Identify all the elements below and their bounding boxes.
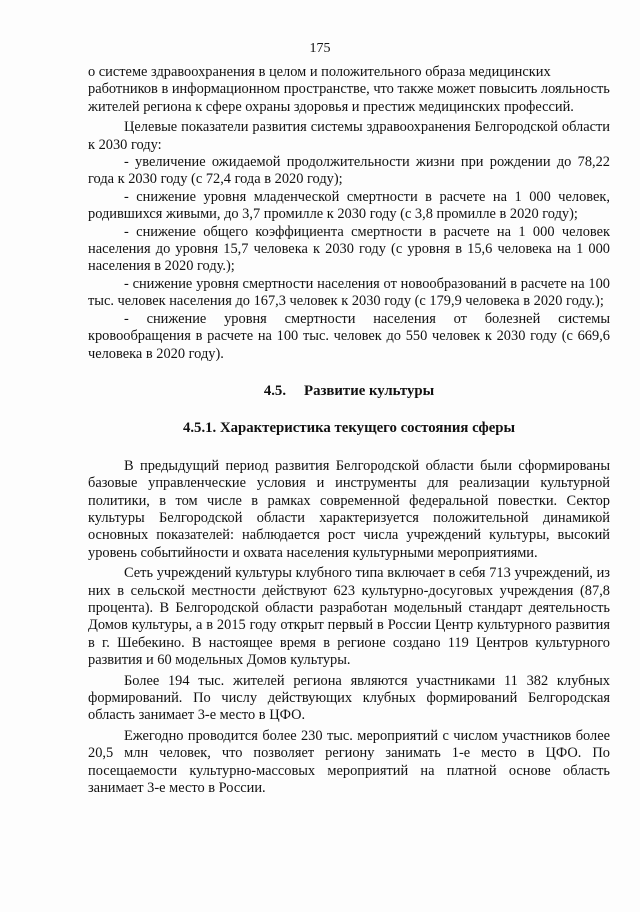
list-item-cancer-mortality: - снижение уровня смертности населения от новообразований в расчете на 100 тыс. человек населения до 167,3 человек к 2030 году (с 179,9 человека в 2020 году.); (88, 275, 610, 310)
section-title: Развитие культуры (304, 382, 435, 399)
paragraph-club-participants: Более 194 тыс. жителей региона являются участниками 11 382 клубных формирований. По числу действующих клубных формирований Белгородская область занимает 3-е место в ЦФО. (88, 672, 610, 724)
paragraph-continuation: о системе здравоохранения в целом и положительного образа медицинских работников в информационном пространстве, что также может повысить лояльность жителей региона к сфере охраны здоровья и престиж медицинских профессий. (88, 64, 610, 115)
list-item-general-mortality: - снижение общего коэффициента смертности в расчете на 1 000 человек населения до уровня 15,7 человека к 2030 году (с уровня в 15,6 человека на 1 000 населения в 2020 году.); (88, 223, 610, 275)
document-body (88, 64, 610, 797)
list-item-life-expectancy: - увеличение ожидаемой продолжительности жизни при рождении до 78,22 года к 2030 году (с 72,4 года в 2020 году); (88, 154, 610, 188)
page-number: 175 (309, 41, 331, 56)
section-number: 4.5. (263, 382, 287, 399)
section-heading (88, 383, 610, 400)
list-item-infant-mortality: - снижение уровня младенческой смертности в расчете на 1 000 человек, родившихся живыми, до 3,7 промилле к 2030 году (с 3,8 промилле в 2020 году); (88, 188, 610, 223)
paragraph-events: Ежегодно проводится более 230 тыс. мероприятий с числом участников более 20,5 млн человек, что позволяет региону занимать 1-е место в ЦФО. По посещаемости культурно-массовых мероприятий на платной основе область занимает 3-е место в России. (88, 727, 610, 797)
subsection-heading: 4.5.1. Характеристика текущего состояния сферы (182, 420, 516, 437)
paragraph-culture-policy: В предыдущий период развития Белгородской области были сформированы базовые управленческие условия и инструменты для реализации культурной политики, в том числе в рамках современной федеральной повестки. Сектор культуры Белгородской области характеризуется положительной динамикой основных показателей: наблюдается рост числа учреждений культуры, высокий уровень событийности и охвата населения культурными мероприятиями. (88, 457, 610, 561)
paragraph-club-network: Сеть учреждений культуры клубного типа включает в себя 713 учреждений, из них в сельской местности действуют 623 культурно-досуговых учреждения (87,8 процента). В Белгородской области разработан модельный стандарт деятельность Домов культуры, а в 2015 году открыт первый в России Центр культурного развития в г. Шебекино. В настоящее время в регионе создано 119 Центров культурного развития и 60 модельных Домов культуры. (88, 565, 610, 669)
paragraph-target-indicators: Целевые показатели развития системы здравоохранения Белгородской области к 2030 году: (88, 119, 610, 153)
list-item-circulatory-mortality: - снижение уровня смертности населения от болезней системы кровообращения в расчете на 100 тыс. человек до 550 человек к 2030 году (с 669,6 человека в 2020 году). (88, 310, 610, 362)
